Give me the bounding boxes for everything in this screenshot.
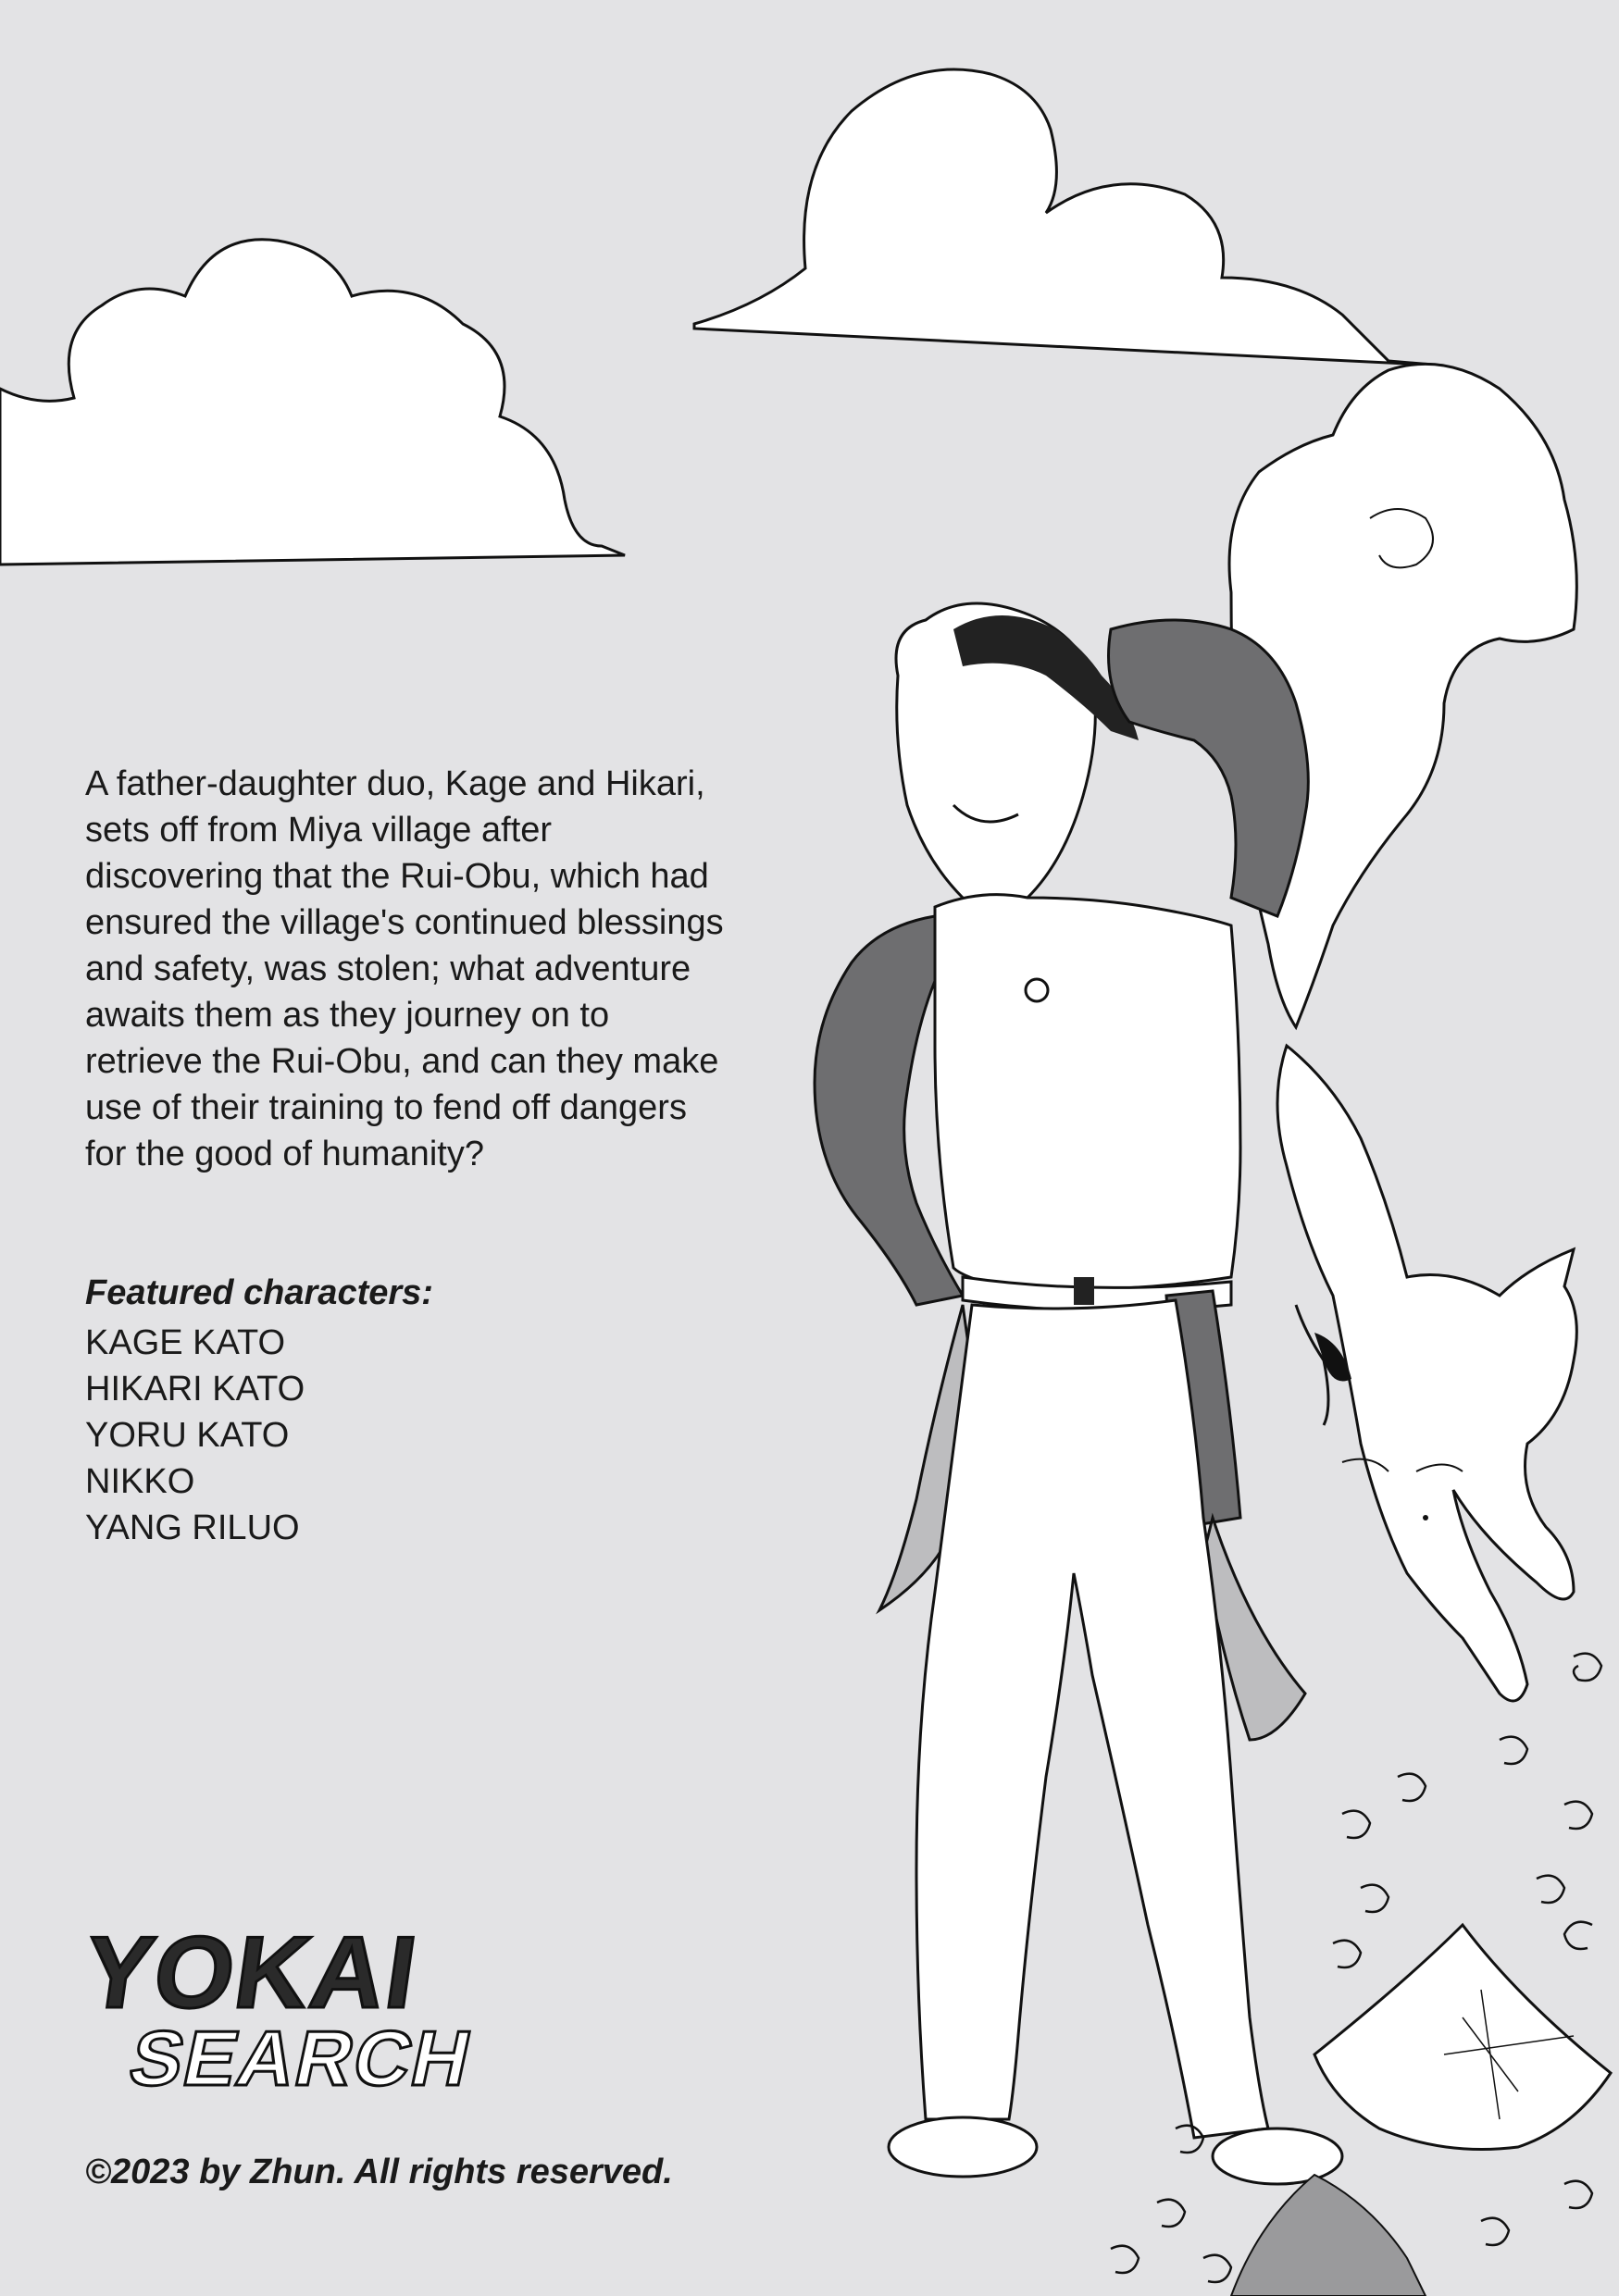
list-item: KAGE KATO — [85, 1323, 286, 1362]
character-list — [85, 1320, 305, 1551]
person-shoe-right-icon — [1213, 2128, 1342, 2184]
cloud-top-icon — [694, 69, 1444, 366]
copyright-notice: ©2023 by Zhun. All rights reserved. — [85, 2153, 673, 2191]
title-logo — [77, 1914, 480, 2117]
logo-word-bottom: SEARCH — [122, 2015, 480, 2102]
list-item: YORU KATO — [85, 1416, 290, 1455]
person-torso-icon — [935, 895, 1240, 1290]
logo-word-top: YOKAI — [77, 1916, 426, 2029]
cloud-left-icon — [0, 240, 625, 565]
featured-heading: Featured characters: — [85, 1273, 433, 1312]
list-item: HIKARI KATO — [85, 1370, 305, 1409]
list-item: YANG RILUO — [85, 1508, 300, 1547]
fox-body-icon — [1277, 1046, 1576, 1701]
synopsis-text: A father-daughter duo, Kage and Hikari, sets off from Miya village after discovering that the Rui-Obu, which had ensured the village's continued blessings and safety, was stolen; what adventure awaits them as they journey on to retrieve the Rui-Obu, and can they make use of their training to fend off dangers for the good of humanity? — [85, 764, 724, 1173]
person-shoe-left-icon — [889, 2117, 1037, 2177]
list-item: NIKKO — [85, 1462, 195, 1501]
